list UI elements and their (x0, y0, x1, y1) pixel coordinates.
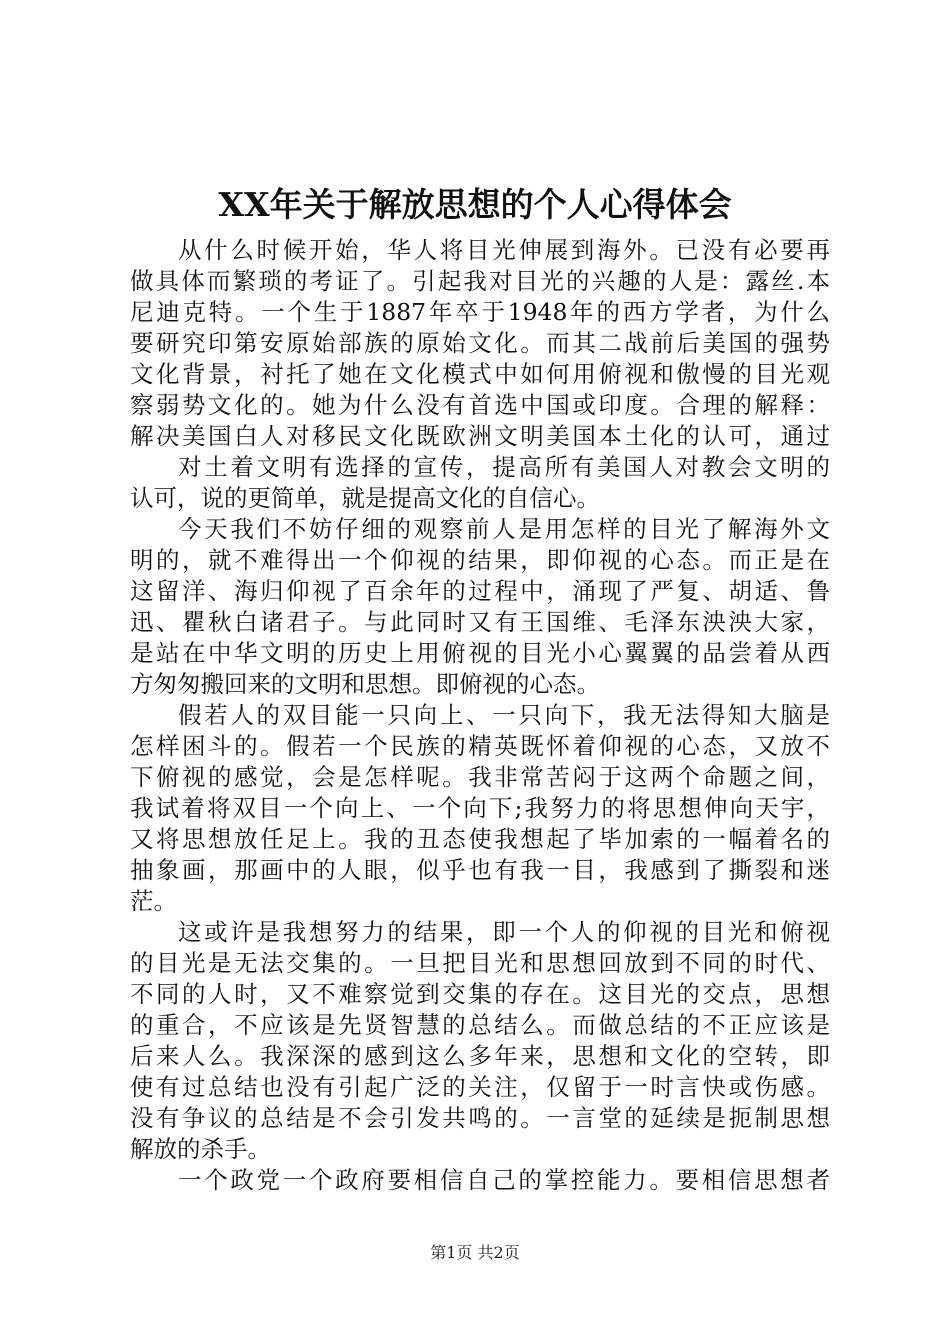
text-line: 不同的人时，又不难察觉到交集的存在。这目光的交点，思想 (130, 980, 830, 1008)
text-line: 认可，说的更简单，就是提高文化的自信心。 (130, 484, 600, 512)
text-line: 怎样困斗的。假若一个民族的精英既怀着仰视的心态，又放不 (130, 732, 830, 760)
text-line: 假若人的双目能一只向上、一只向下，我无法得知大脑是 (178, 701, 830, 729)
page-title: XX年关于解放思想的个人心得体会 (218, 185, 732, 224)
text-line: 没有争议的总结是不会引发共鸣的。一言堂的延续是扼制思想 (130, 1104, 830, 1132)
text-line: 迅、瞿秋白诸君子。与此同时又有王国维、毛泽东泱泱大家， (130, 608, 830, 636)
text-line: 是站在中华文明的历史上用俯视的目光小心翼翼的品尝着从西 (130, 639, 830, 667)
text-line: 我试着将双目一个向上、一个向下;我努力的将思想伸向天宇， (130, 794, 830, 822)
body-text (130, 235, 830, 1196)
text-line: 茫。 (130, 887, 177, 915)
text-line: 的目光是无法交集的。一旦把目光和思想回放到不同的时代、 (130, 949, 830, 977)
text-line: 文化背景，衬托了她在文化模式中如何用俯视和傲慢的目光观 (130, 360, 830, 388)
text-line: 尼迪克特。一个生于1887年卒于1948年的西方学者，为什么 (130, 298, 830, 326)
text-line: 这或许是我想努力的结果，即一个人的仰视的目光和俯视 (178, 918, 830, 946)
text-line: 下俯视的感觉，会是怎样呢。我非常苦闷于这两个命题之间， (130, 763, 830, 791)
text-line: 又将思想放任足上。我的丑态使我想起了毕加索的一幅着名的 (130, 825, 830, 853)
text-line: 的重合，不应该是先贤智慧的总结么。而做总结的不正应该是 (130, 1011, 830, 1039)
text-line: 从什么时候开始，华人将目光伸展到海外。已没有必要再 (178, 236, 830, 264)
text-line: 对土着文明有选择的宣传，提高所有美国人对教会文明的 (178, 453, 830, 481)
text-line: 一个政党一个政府要相信自己的掌控能力。要相信思想者 (178, 1166, 830, 1194)
text-line: 解放的杀手。 (130, 1135, 271, 1163)
text-line: 察弱势文化的。她为什么没有首选中国或印度。合理的解释： (130, 391, 830, 419)
text-line: 方匆匆搬回来的文明和思想。即俯视的心态。 (130, 670, 600, 698)
text-line: 后来人么。我深深的感到这么多年来，思想和文化的空转，即 (130, 1042, 830, 1070)
page-footer: 第1页 共2页 (430, 1243, 520, 1262)
text-line: 抽象画，那画中的人眼，似乎也有我一目，我感到了撕裂和迷 (130, 856, 830, 884)
text-line: 这留洋、海归仰视了百余年的过程中，涌现了严复、胡适、鲁 (130, 577, 830, 605)
text-line: 使有过总结也没有引起广泛的关注，仅留于一时言快或伤感。 (130, 1073, 830, 1101)
text-line: 要研究印第安原始部族的原始文化。而其二战前后美国的强势 (130, 329, 830, 357)
text-line: 明的，就不难得出一个仰视的结果，即仰视的心态。而正是在 (130, 546, 830, 574)
text-line: 解决美国白人对移民文化既欧洲文明美国本土化的认可，通过 (130, 422, 830, 450)
text-line: 做具体而繁琐的考证了。引起我对目光的兴趣的人是：露丝.本 (130, 267, 830, 295)
text-line: 今天我们不妨仔细的观察前人是用怎样的目光了解海外文 (178, 515, 830, 543)
